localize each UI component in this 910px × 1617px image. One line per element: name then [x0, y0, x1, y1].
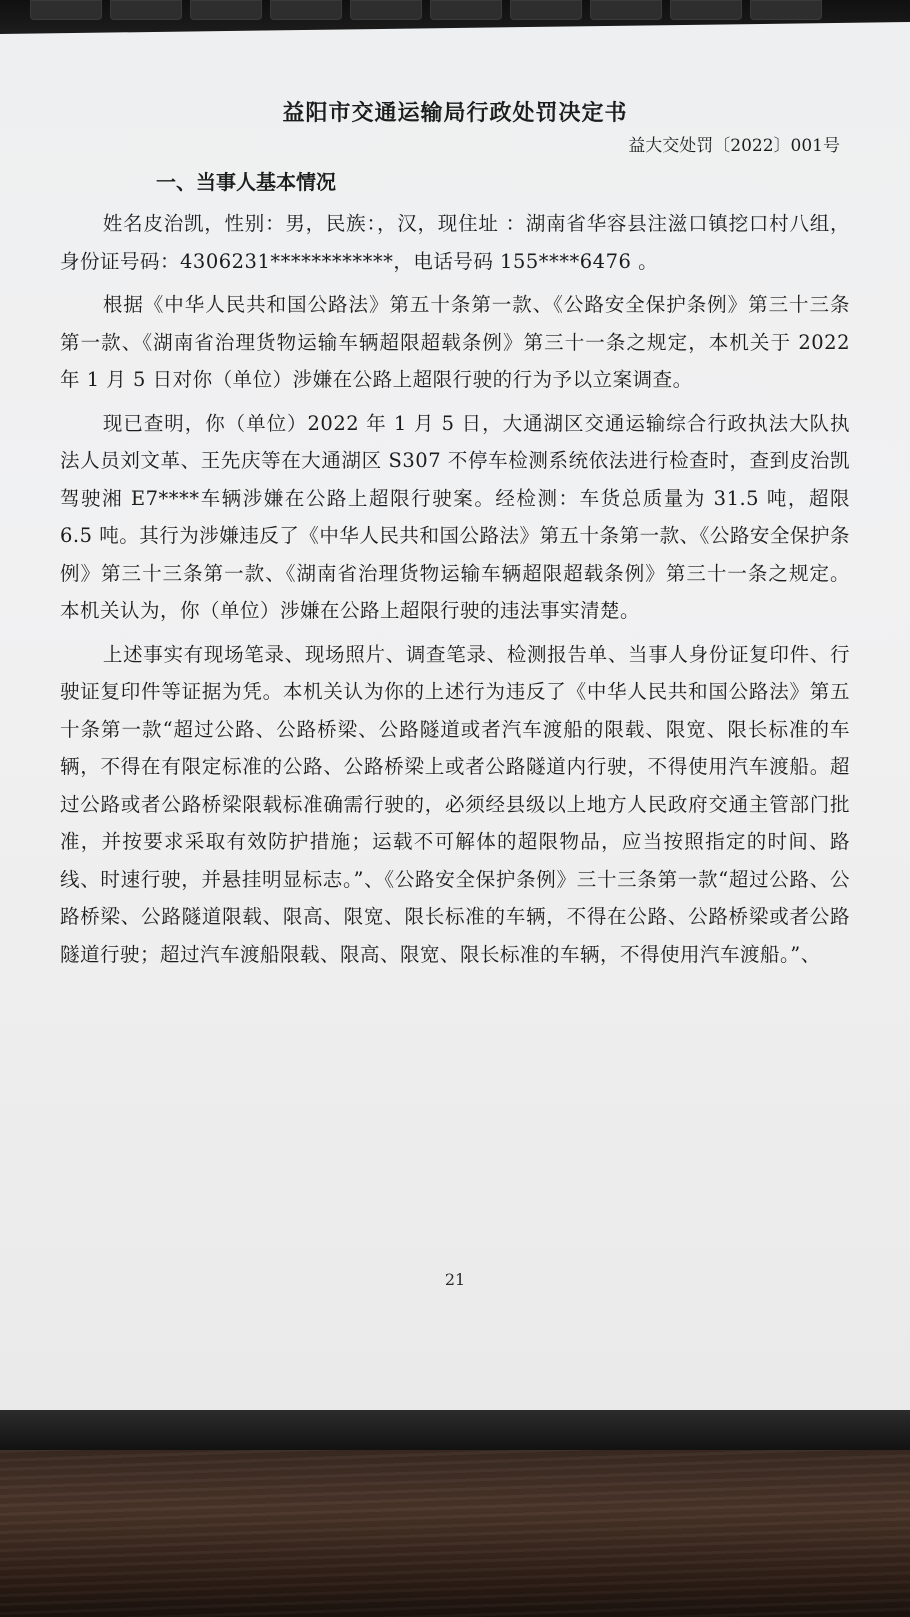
- keyboard-key: [430, 0, 502, 20]
- evidence-paragraph: 上述事实有现场笔录、现场照片、调查笔录、检测报告单、当事人身份证复印件、行驶证复印件等证据为凭。本机关认为你的上述行为违反了《中华人民共和国公路法》第五十条第一款“超过公路、公路桥梁、公路隧道或者汽车渡船的限载、限宽、限长标准的车辆，不得在有限定标准的公路、公路桥梁上或者公路隧道内行驶，不得使用汽车渡船。超过公路或者公路桥梁限载标准确需行驶的，必须经县级以上地方人民政府交通主管部门批准，并按要求采取有效防护措施；运载不可解体的超限物品，应当按照指定的时间、路线、时速行驶，并悬挂明显标志。”、《公路安全保护条例》三十三条第一款“超过公路、公路桥梁、公路隧道限载、限高、限宽、限长标准的车辆，不得在公路、公路桥梁或者公路隧道行驶；超过汽车渡船限载、限高、限宽、限长标准的车辆，不得使用汽车渡船。”、: [60, 642, 850, 966]
- document-number: 益大交处罚〔2022〕001号: [628, 136, 840, 156]
- case-basis-paragraph: 根据《中华人民共和国公路法》第五十条第一款、《公路安全保护条例》第三十三条第一款、《湖南省治理货物运输车辆超限超载条例》第三十一条之规定，本机关于 2022 年 1 月 5 日对你（单位）涉嫌在公路上超限行驶的行为予以立案调查。: [60, 293, 850, 391]
- desk-edge: [0, 1410, 910, 1450]
- party-info-paragraph: 姓名皮治凯，性别：男，民族：，汉，现住址 ：湖南省华容县注滋口镇挖口村八组，身份证号码：4306231************，电话号码 155****6476 。: [60, 212, 850, 273]
- keyboard-key: [190, 0, 262, 20]
- keyboard-key: [750, 0, 822, 20]
- investigation-paragraph: 现已查明，你（单位）2022 年 1 月 5 日，大通湖区交通运输综合行政执法大队执法人员刘文革、王先庆等在大通湖区 S307 不停车检测系统依法进行检查时，查到皮治凯驾驶湘 E7****车辆涉嫌在公路上超限行驶案。经检测：车货总质量为 31.5 吨，超限 6.5 吨。其行为涉嫌违反了《中华人民共和国公路法》第五十条第一款、《公路安全保护条例》第三十三条第一款、《湖南省治理货物运输车辆超限超载条例》第三十一条之规定。本机关认为，你（单位）涉嫌在公路上超限行驶的违法事实清楚。: [60, 411, 850, 622]
- desk-grain: [0, 1450, 910, 1617]
- keyboard-key: [350, 0, 422, 20]
- section-heading: 一、当事人基本情况: [156, 170, 336, 194]
- keyboard-key: [670, 0, 742, 20]
- keyboard-key: [590, 0, 662, 20]
- keyboard-key: [270, 0, 342, 20]
- keyboard-key: [510, 0, 582, 20]
- keyboard-key: [110, 0, 182, 20]
- keyboard-key: [30, 0, 102, 20]
- document-body: [60, 96, 850, 979]
- page-number: 21: [444, 1270, 466, 1289]
- document-title: 益阳市交通运输局行政处罚决定书: [282, 100, 628, 126]
